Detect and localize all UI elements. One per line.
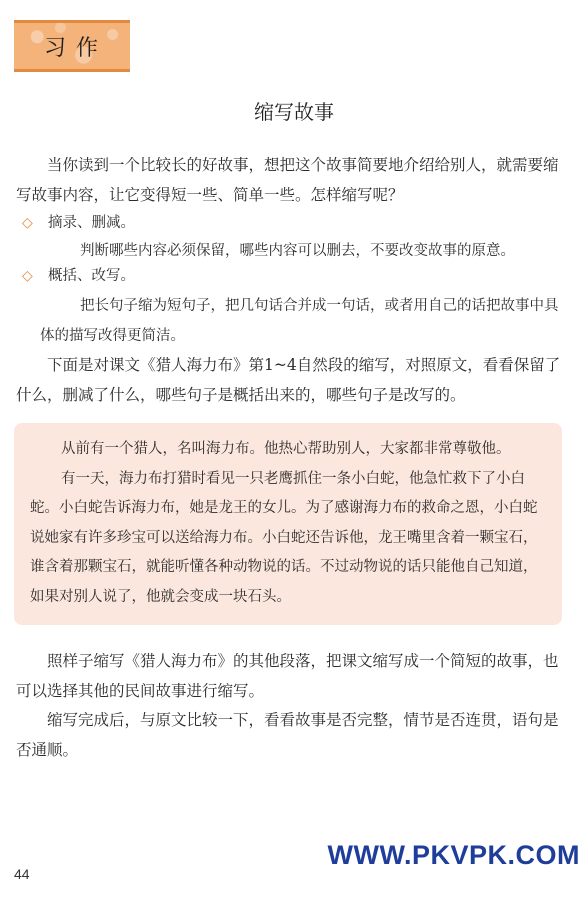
section-badge <box>14 20 130 72</box>
page-title: 缩写故事 <box>254 100 334 124</box>
method-detail-1: 判断哪些内容必须保留，哪些内容可以删去，不要改变故事的原意。 <box>80 243 515 259</box>
watermark: WWW.PKVPK.COM <box>327 840 580 870</box>
method-item-2 <box>22 262 135 290</box>
example-box <box>14 423 562 625</box>
page-number: 44 <box>14 866 30 882</box>
section-badge-label: 习作 <box>43 35 108 61</box>
task-paragraph: 照样子缩写《猎人海力布》的其他段落，把课文缩写成一个简短的故事，也可以选择其他的民间故事进行缩写。 <box>16 652 559 700</box>
intro-paragraph: 当你读到一个比较长的好故事，想把这个故事简要地介绍给别人，就需要缩写故事内容，让它变得短一些、简单一些。怎样缩写呢？ <box>16 156 559 204</box>
example-paragraph: 有一天，海力布打猎时看见一只老鹰抓住一条小白蛇，他急忙救下了小白蛇。小白蛇告诉海力布，她是龙王的女儿。为了感谢海力布的救命之恩，小白蛇说她家有许多珍宝可以送给海力布。小白蛇还告诉他，龙王嘴里含着一颗宝石，谁含着那颗宝石，就能听懂各种动物说的话。不过动物说的话只能他自己知道，如果对别人说了，他就会变成一块石头。 <box>30 470 538 605</box>
method-label: 概括、改写。 <box>48 268 135 284</box>
diamond-bullet-icon: ◇ <box>22 215 33 231</box>
method-label: 摘录、删减。 <box>48 215 135 231</box>
example-paragraph: 从前有一个猎人，名叫海力布。他热心帮助别人，大家都非常尊敬他。 <box>61 441 511 457</box>
diamond-bullet-icon: ◇ <box>22 268 33 284</box>
example-intro-paragraph: 下面是对课文《猎人海力布》第1~4自然段的缩写，对照原文，看看保留了什么，删减了什么，哪些句子是概括出来的，哪些句子是改写的。 <box>16 356 561 404</box>
check-paragraph: 缩写完成后，与原文比较一下，看看故事是否完整，情节是否连贯，语句是否通顺。 <box>16 711 559 759</box>
method-item-1 <box>22 209 135 237</box>
method-detail-2: 把长句子缩为短句子，把几句话合并成一句话，或者用自己的话把故事中具体的描写改得更简洁。 <box>40 298 559 344</box>
